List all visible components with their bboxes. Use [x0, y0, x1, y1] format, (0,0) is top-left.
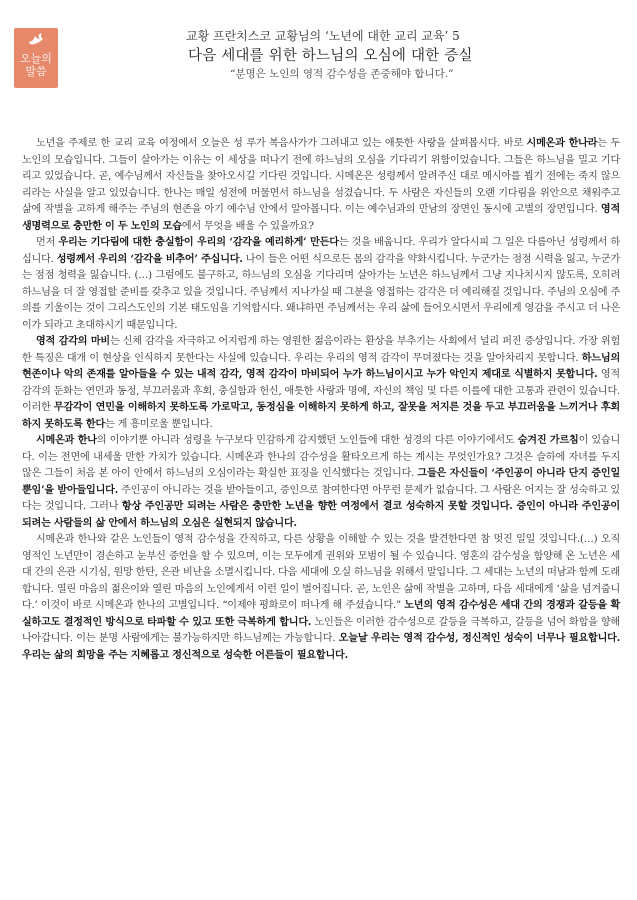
body-text: 노년을 주제로 한 교리 교육 여정에서 오늘은 성 루가 복음사가가 그려내고 있는 애틋한 사랑을 살펴봅시다. 바로 [36, 138, 527, 149]
today-word-badge [14, 28, 58, 88]
emphasis-text: 항상 주인공만 되려는 사람은 충만한 노년을 향한 여정에서 결코 성숙하지 못할 것입니다. 증인이 아니라 주인공이 되려는 사람들의 삶 안에서 하느님의 오심은 실현되지 않습니다. [22, 501, 620, 529]
article-body [22, 136, 620, 664]
paragraph-1 [22, 136, 620, 235]
badge-label-line1: 오늘의 [20, 52, 52, 65]
series-caption: 교황 프란치스코 교황님의 ‘노년에 대한 교리 교육’ 5 [186, 29, 460, 43]
dove-icon [27, 32, 45, 48]
emphasis-text: 시메온과 한나 [36, 435, 97, 446]
body-text: 는 것을 배웁니다. 우리가 알다시피 그 일은 다름아닌 성령께서 하십니다. [22, 237, 621, 265]
emphasis-text: 노년의 영적 감수성은 세대 간의 경쟁과 갈등을 확실하고도 결정적인 방식으로 타파할 수 있고 또한 극복하게 합니다. [22, 600, 621, 628]
paragraph-3 [22, 334, 620, 433]
page-subtitle: “분명은 노인의 영적 감수성을 존중해야 합니다.” [230, 68, 454, 80]
emphasis-text: 시메온과 한나라 [526, 138, 598, 149]
body-text: 의 이야기뿐 아니라 성령을 누구보다 민감하게 감지했던 노인들에 대한 성경의 다른 이야기에서도 [96, 435, 518, 446]
body-text: 주인공이 아니라는 것을 받아들이고, 증인으로 참여한다면 아무런 문제가 없습니다. 그 사람은 어지는 잘 성숙하고 있다는 것입니다. 그러나 [22, 484, 620, 512]
body-text: 이 있습니다. 이는 전면에 내세울 만한 가치가 있습니다. 시메온과 한나의 감수성을 활타오르게 하는 계시는 무엇인가요? 그것은 슬하에 자녀를 두지 않은 그들이 처음 본 아이 안에서 하느님의 오심이라는 확실한 표징을 인식했다는 것입니다. [22, 435, 621, 479]
body-text: 노인들은 이러한 감수성으로 갈등을 극복하고, 갈등을 넘어 화합을 향해 나아갑니다. 이는 분명 사람에게는 불가능하지만 하느님께는 가능합니다. [22, 616, 620, 644]
emphasis-text: 영적 생명력으로 충만한 이 두 노인의 모습 [22, 204, 620, 232]
emphasis-text: 영적 감각의 마비 [36, 336, 110, 347]
emphasis-text: 숨겨진 가르침 [517, 435, 579, 446]
body-text: 는 게 흥미로울 뿐입니다. [105, 418, 213, 430]
emphasis-text: 오늘날 우리는 영적 감수성, 정신적인 성숙이 너무나 필요합니다. 우리는 삶의 희망을 주는 지혜롭고 정신적으로 성숙한 어른들이 필요합니다. [22, 633, 621, 661]
body-text: 영적 감각의 둔화는 연민과 동정, 부끄러움과 후회, 충실함과 헌신, 애틋한 사랑과 명예, 자신의 책임 및 다른 이를에 대한 고통과 관련이 있습니다. 이러한 [22, 369, 620, 413]
body-text: 나이 들은 어떤 식으로든 몸의 감각을 약화시킵니다. 누군가는 점점 시력을 잃고, 누군가는 점점 청력을 잃습니다. (…) 그럼에도 불구하고, 하느님의 오심을 기다리며 살아가는 노년은 하느님께서 그냥 지나치시지 않도록, 오히려 하느님을 더 잘 영접할 준비를 갖추고 있을 것입니다. 주님께서 지나가실 때 그분을 영접하는 감각은 더 예리해질 것입니다. 주님의 오심에 주의를 기울이는 것이 그리스도인의 기본 태도임을 기억합시다. 왜냐하면 주님께서는 우리 삶에 들어오시면서 우리에게 영감을 주시고 더 나은 이가 되라고 초대하시기 때문입니다. [22, 253, 621, 331]
badge-label-line2: 말씀 [25, 65, 47, 78]
paragraph-4 [22, 433, 620, 532]
emphasis-text: 우리는 기다림에 대한 충실함이 우리의 ‘감각을 예리하게’ 만든다 [58, 237, 339, 248]
body-text: 먼저 [36, 237, 59, 248]
emphasis-text: 성령께서 우리의 ‘감각을 비추어’ 주십니다. [56, 253, 243, 265]
page-title: 다음 세대를 위한 하느님의 오심에 대한 증실 [188, 48, 473, 64]
emphasis-text: 무감각이 연민을 이해하지 못하도록 가로막고, 동정심을 이해하지 못하게 하고, 잘못을 저지른 것을 두고 부끄러움을 느끼거나 후회하지 못하도록 한다 [22, 402, 620, 430]
emphasis-text: 그들은 자신들이 ‘주인공이 아니라 단지 증인일 뿐임’을 받아들입니다. [22, 468, 620, 496]
paragraph-5 [22, 532, 620, 664]
body-text: 에서 무엇을 배울 수 있을까요? [181, 220, 314, 232]
paragraph-2 [22, 235, 620, 334]
body-text: 는 두 노인의 모습입니다. 그들이 살아가는 이유는 이 세상을 떠나기 전에 하느님의 오심을 기다리기 위함이었습니다. 그들은 하느님을 밀고 기다리고 있었습니다. 곧, 예수님께서 자신들을 찾아오시길 기다린 것입니다. 시메온은 성령께서 알려주신 대로 메시아를 뵙기 전에는 죽지 않으리라는 사실을 알고 있었습니다. 한나는 매일 성전에 머물면서 하느님을 섬겼습니다. 두 사람은 자신들의 오랜 기다림을 위안으로 채워주고 삶에 작별을 고하게 해주는 주님의 현존을 아기 예수님 안에서 알아봅니다. 이는 예수님과의 만남의 장면인 동시에 고별의 장면입니다. [22, 138, 621, 215]
emphasis-text: 하느님의 현존이나 악의 존재를 알아들을 수 있는 내적 감각, 영적 감각이 마비되어 누가 하느님이시고 누가 악인지 제대로 식별하지 못합니다. [22, 352, 620, 380]
body-text: 는 신체 감각을 자극하고 어지럽게 하는 영원한 젊음이라는 환상을 부추기는 사회에서 널리 퍼진 증상입니다. 가장 위험한 특징은 대개 이 현상을 인식하지 못한다는 사실에 있습니다. 우리는 우리의 영적 감각이 무뎌졌다는 것을 알아차리지 못합니다. [22, 336, 621, 364]
body-text: 시메온과 한나와 같은 노인들이 영적 감수성을 간직하고, 다른 상황을 이해할 수 있는 것을 발견한다면 참 멋진 일일 것입니다.(…) 오직 영적인 노년만이 겸손하고 눈부신 증언을 할 수 있으며, 이는 모두에게 권위와 모범이 될 수 있습니다. 영혼의 감수성을 함양해 온 노년은 세대 간의 은관 시기심, 원망 한탄, 은관 비난을 소멸시킵니다. 다음 세대에 오실 하느님을 위해서 말입니다. 그 세대는 노년의 떠남과 함께 도래합니다. 열린 마음의 젊은이와 열린 마음의 노인에게서 이런 일이 벌어집니다. 곧, 노인은 삶에 작별을 고하며, 다음 세대에게 ‘삶을 넘겨줍니다.’ 이것이 바로 시메온과 한나의 고별입니다. “이제야 평화로이 떠나게 해 주셨습니다.” [22, 534, 620, 611]
